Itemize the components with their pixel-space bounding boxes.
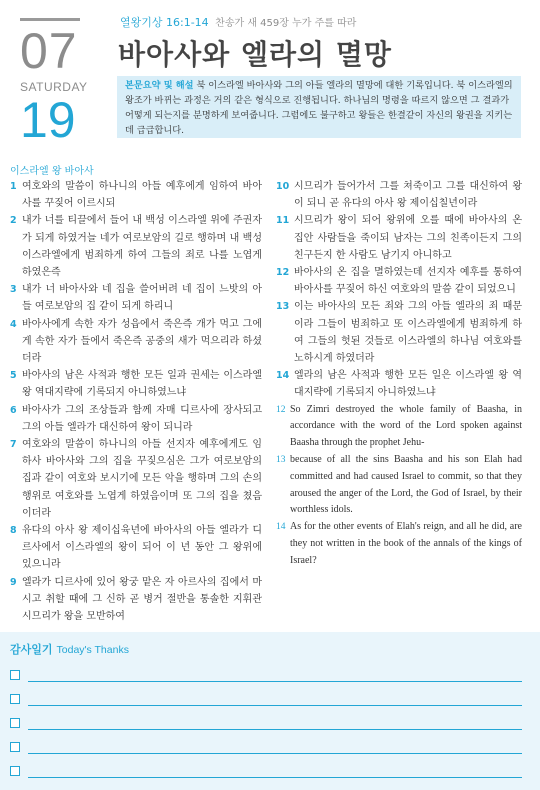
- verse-row: [10, 316, 262, 368]
- verse-text: 바아사에게 속한 자가 성읍에서 죽은즉 개가 먹고 그에게 속한 자가 들에서 죽은즉 공중의 새가 먹으리라 하셨더라: [22, 318, 262, 365]
- date-top-rule: [20, 18, 80, 21]
- verse-row: [10, 522, 262, 574]
- verse-number: 12: [276, 267, 290, 279]
- thanks-write-rule: [28, 753, 522, 754]
- verse-text: 엘라가 디르사에 있어 왕궁 맡은 자 아르사의 집에서 마시고 취할 때에 그 신하 곧 병거 절반을 통솔한 지휘관 시므리가 왕을 모반하여: [22, 576, 262, 623]
- verse-number: 14: [276, 370, 290, 382]
- verse-number: 7: [10, 439, 17, 451]
- verse-row: [10, 178, 262, 212]
- day-number: 19: [20, 92, 76, 148]
- verse-row: [10, 436, 262, 522]
- thanks-checkbox[interactable]: [10, 742, 20, 752]
- verse-number: 10: [276, 181, 290, 192]
- thanks-entry-line[interactable]: [10, 742, 522, 754]
- verse-text: 여호와의 말씀이 하나니의 아들 예후에게 임하여 바아사를 꾸짖어 이르시되: [22, 181, 262, 210]
- verse-row: [276, 519, 522, 569]
- thanks-checkbox[interactable]: [10, 694, 20, 704]
- thanks-entry-line[interactable]: [10, 766, 522, 778]
- verse-number: 14: [276, 522, 286, 533]
- verse-number: 11: [276, 215, 290, 227]
- verse-text: 바아사의 남은 사적과 행한 모든 일과 권세는 이스라엘 왕 역대지략에 기록되지 아니하였느냐: [22, 370, 262, 399]
- verse-row: [276, 452, 522, 519]
- left-column: [10, 178, 262, 625]
- verse-row: [276, 367, 522, 401]
- verse-row: [10, 212, 262, 281]
- summary-box: [117, 76, 521, 138]
- verse-number: 13: [276, 455, 286, 466]
- verse-text: So Zimri destroyed the whole family of Baasha, in accordance with the word of the Lord spoken against Baasha through the prophet Jehu-: [290, 403, 522, 449]
- thanks-checkbox[interactable]: [10, 718, 20, 728]
- verse-text: because of all the sins Baasha and his son Elah had committed and had caused Israel to commit, so that they aroused the anger of the Lord, the God of Israel, by their worthless idols.: [290, 454, 522, 516]
- verse-row: [10, 574, 262, 626]
- thanks-write-rule: [28, 681, 522, 682]
- month-number: 07: [20, 23, 78, 79]
- korean-verses-right: [276, 178, 522, 402]
- thanks-write-rule: [28, 729, 522, 730]
- thanks-entry-line[interactable]: [10, 718, 522, 730]
- page-title: 바아사와 엘라의 멸망: [118, 38, 392, 71]
- thanks-checkbox[interactable]: [10, 670, 20, 680]
- verse-row: [276, 402, 522, 452]
- thanks-title: [10, 641, 129, 657]
- thanks-title-ko: 감사일기: [10, 643, 53, 656]
- verse-number: 13: [276, 301, 290, 313]
- verse-row: [10, 281, 262, 315]
- verse-row: [10, 402, 262, 436]
- verse-number: 6: [10, 404, 17, 416]
- verse-text: 시므리가 왕이 되어 왕위에 오를 때에 바아사의 온 집안 사람들을 죽이되 남자는 그의 친족이든지 그의 친구든지 한 사람도 남기지 아니하고: [294, 215, 522, 261]
- verse-row: [276, 212, 522, 264]
- thanks-checkbox[interactable]: [10, 766, 20, 776]
- verse-text: 엘라의 남은 사적과 행한 모든 일은 이스라엘 왕 역대지략에 기록되지 아니하였느냐: [294, 370, 522, 399]
- verse-row: [276, 178, 522, 212]
- scripture-reference: [120, 14, 356, 30]
- passage-reference: 열왕기상 16:1-14: [120, 16, 209, 29]
- verse-text: 시므리가 들어가서 그를 쳐죽이고 그를 대신하여 왕이 되니 곧 유다의 아사 왕 제이십칠년이라: [294, 181, 522, 210]
- english-verses: [276, 402, 522, 570]
- verse-number: 8: [10, 525, 17, 537]
- verse-text: 내가 너를 티끌에서 들어 내 백성 이스라엘 위에 주권자가 되게 하였거늘 네가 여로보암의 길로 행하며 내 백성 이스라엘에게 범죄하게 하여 그들의 죄로 나를 노엽게 하였은즉: [22, 215, 262, 279]
- verse-text: 내가 너 바아사와 네 집을 쓸어버려 네 집이 느밧의 아들 여로보암의 집 같이 되게 하리니: [22, 284, 262, 313]
- verse-text: 바아사의 온 집을 멸하였는데 선지자 예후를 통하여 바아사를 꾸짖어 하신 여호와의 말씀 같이 되었으니: [294, 267, 522, 296]
- thanks-write-rule: [28, 705, 522, 706]
- summary-label: 본문요약 및 해설: [125, 80, 194, 91]
- right-column: [276, 178, 522, 570]
- thanks-entry-line[interactable]: [10, 670, 522, 682]
- verse-number: 5: [10, 370, 17, 382]
- verse-number: 12: [276, 404, 286, 415]
- verse-row: [276, 298, 522, 367]
- verse-text: 바아사가 그의 조상들과 함께 자매 디르사에 장사되고 그의 아들 엘라가 대신하여 왕이 되니라: [22, 404, 262, 433]
- verse-number: 9: [10, 576, 17, 588]
- hymn-reference: 찬송가 새 459장 누가 주를 따라: [215, 18, 357, 29]
- verse-row: [10, 367, 262, 401]
- thanks-subtitle: Today's Thanks: [56, 644, 129, 656]
- verse-text: 유다의 아사 왕 제이십육년에 바아사의 아들 엘라가 디르사에서 이스라엘의 왕이 되어 이 년 동안 그 왕위에 있으니라: [22, 525, 262, 571]
- verse-row: [276, 264, 522, 298]
- verse-number: 3: [10, 284, 17, 296]
- section-heading: 이스라엘 왕 바아사: [10, 166, 94, 177]
- weekday-label: SATURDAY: [20, 80, 88, 94]
- summary-text: 북 이스라엘 바아사와 그의 아들 엘라의 멸망에 대한 기록입니다. 북 이스라엘의 왕조가 바뀌는 과정은 거의 같은 형식으로 진행됩니다. 하나님의 명령을 따르지 않으면 그 결과가 어떻게 되는지를 분명하게 보여줍니다. 그럼에도 불구하고 왕들은 한결같이 자신의 왕권을 지키는 데 급급합니다.: [125, 80, 513, 136]
- verse-text: 여호와의 말씀이 하나니의 아들 선지자 예후에게도 임하사 바아사와 그의 집을 꾸짖으심은 그가 여로보암의 집과 같이 여호와 보시기에 모든 악을 행하며 그의 손의 행위로 여호와를 노엽게 하였음이며 또 그의 집을 쳤음이더라: [22, 439, 262, 519]
- verse-text: As for the other events of Elah's reign, and all he did, are they not written in the book of the annals of the kings of Israel?: [290, 521, 522, 566]
- verse-number: 1: [10, 181, 17, 192]
- thanks-entry-line[interactable]: [10, 694, 522, 706]
- thanks-write-rule: [28, 777, 522, 778]
- verse-text: 이는 바아사의 모든 죄와 그의 아들 엘라의 죄 때문이라 그들이 범죄하고 또 이스라엘에게 범죄하게 하여 그들의 헛된 것들로 이스라엘의 하나님 여호와를 노하시게 하였더라: [294, 301, 522, 365]
- verse-number: 2: [10, 215, 17, 227]
- verse-number: 4: [10, 318, 17, 330]
